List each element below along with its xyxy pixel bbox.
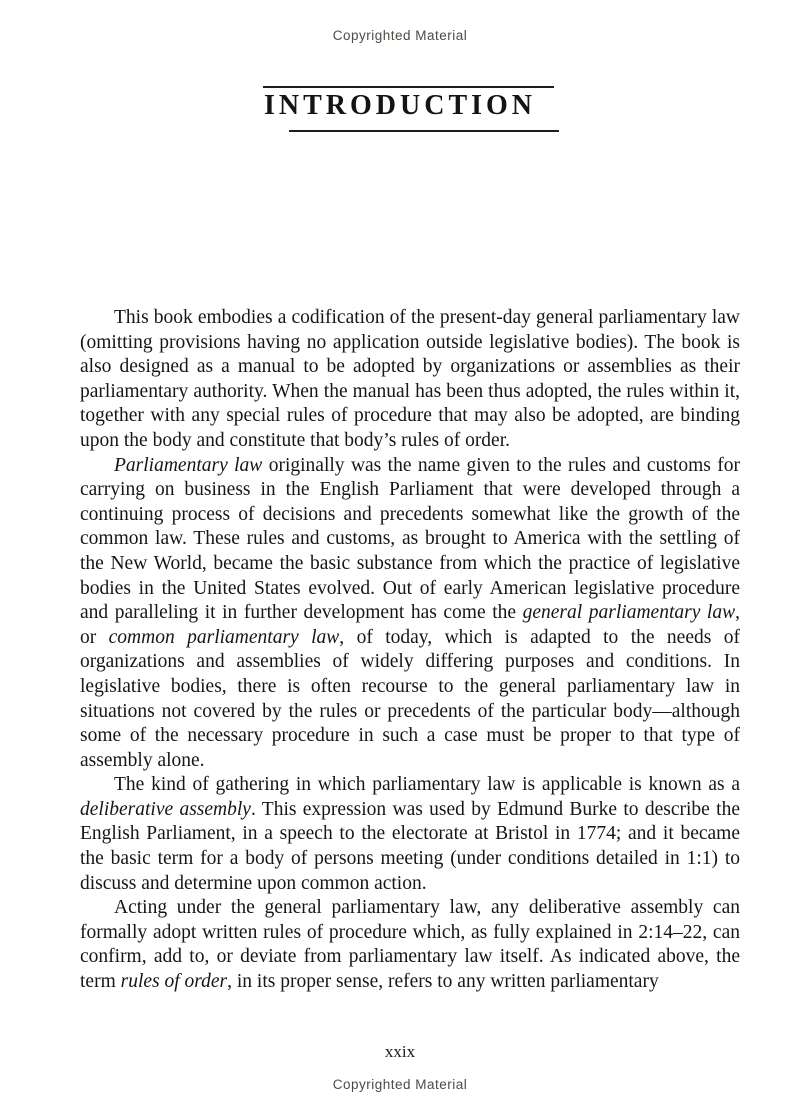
copyright-notice-top: Copyrighted Material bbox=[332, 28, 468, 43]
italic-term: deliberative assembly bbox=[80, 798, 251, 820]
title-rule-top bbox=[263, 86, 554, 88]
italic-term: general parliamentary law bbox=[522, 602, 736, 624]
text-segment: . This expression was used by Edmund Burke to describe the English Parliament, in a speech to the electorate at Bristol in 1774; and it became the basic term for a body of persons meeting (under conditions detailed in 1:1) to discuss and determine upon common action. bbox=[80, 798, 740, 894]
title-rule-bottom bbox=[289, 130, 559, 132]
text-segment: , in its proper sense, refers to any written parliamentary bbox=[227, 971, 659, 993]
text-segment: The kind of gathering in which parliamentary law is applicable is known as a bbox=[114, 774, 740, 796]
page-title: INTRODUCTION bbox=[263, 90, 537, 121]
text-segment: originally was the name given to the rules and customs for carrying on business in the English Parliament that were developed through a continuing process of decisions and precedents somewhat like the growth of the common law. These rules and customs, as brought to America with the settling of the New World, became the basic substance from which the practice of legislative bodies in the United States evolved. Out of early American legislative procedure and paralleling it in further development has come the bbox=[80, 454, 740, 624]
italic-term: common parliamentary law bbox=[108, 626, 340, 648]
italic-term: Parliamentary law bbox=[114, 454, 263, 476]
text-segment: This book embodies a codification of the present-day general parliamentary law (omitting provisions having no application outside legislative bodies). The book is also designed as a manual to be adopted by organizations or assemblies as their parliamentary authority. When the manual has been thus adopted, the rules within it, together with any special rules of procedure that may also be adopted, are binding upon the body and constitute that body’s rules of order. bbox=[80, 307, 740, 451]
page-number: xxix bbox=[384, 1042, 416, 1061]
copyright-notice-bottom: Copyrighted Material bbox=[332, 1077, 468, 1092]
paragraph-4 bbox=[80, 896, 740, 994]
italic-term: rules of order bbox=[120, 971, 228, 993]
paragraph-1 bbox=[80, 306, 740, 454]
paragraph-3 bbox=[80, 773, 740, 896]
body-text bbox=[80, 306, 740, 995]
paragraph-2 bbox=[80, 454, 740, 774]
text-segment: , of today, which is adapted to the needs of organizations and assemblies of widely differing purposes and conditions. In legislative bodies, there is often recourse to the general parliamentary law in situations not covered by the rules or precedents of the particular body—although some of the necessary procedure in such a case must be proper to that type of assembly alone. bbox=[80, 626, 740, 771]
text-segment: Acting under the general parliamentary law, any deliberative assembly can formally adopt written rules of procedure which, as fully explained in 2:14–22, can confirm, add to, or deviate from parliamentary law itself. As indicated above, the term bbox=[80, 897, 740, 993]
text-segment: , or bbox=[80, 602, 740, 648]
